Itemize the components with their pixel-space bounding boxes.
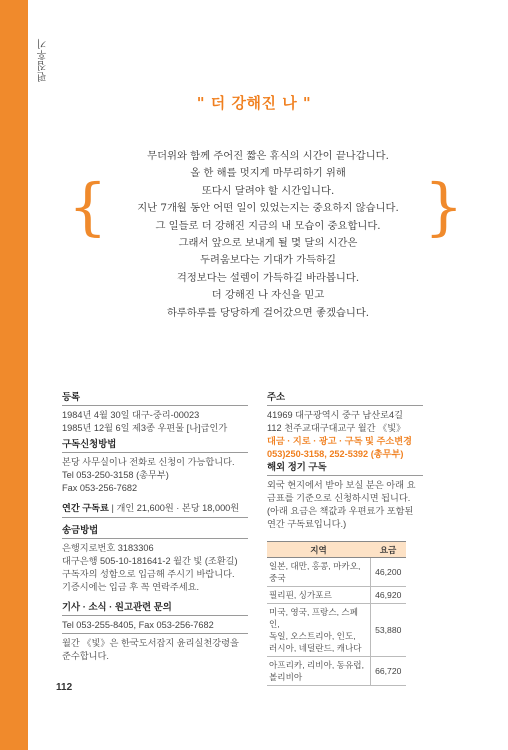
poem-line: 두려움보다는 기대가 가득하길 xyxy=(200,254,336,267)
remit-line: 은행지로번호 3183306 xyxy=(62,543,154,553)
region-line: 독일, 오스트리아, 인도, xyxy=(269,631,356,641)
table-row xyxy=(267,558,406,587)
poem xyxy=(90,148,446,322)
table-cell-region xyxy=(267,587,370,604)
remit-line: 대구은행 505-10-181641-2 월간 빛 (조환길) xyxy=(62,556,238,566)
region-line: 미국, 영국, 프랑스, 스페인, xyxy=(269,607,359,629)
address-line: 112 천주교대구대교구 월간 《빛》 xyxy=(267,423,406,433)
overseas-line: 금표를 기준으로 신청하시면 됩니다. xyxy=(267,493,411,503)
subscription-line: Fax 053-256-7682 xyxy=(62,483,138,493)
annual-fee-text: | 개인 21,600원 · 본당 18,000원 xyxy=(111,503,240,513)
poem-line: 무더위와 함께 주어진 짧은 휴식의 시간이 끝나갑니다. xyxy=(147,150,389,162)
table-header-fee: 요금 xyxy=(370,542,406,558)
annual-fee-heading: 연간 구독료 xyxy=(62,503,109,513)
ethics-section xyxy=(62,633,248,663)
poem-line: 그래서 앞으로 보내게 될 몇 달의 시간은 xyxy=(178,236,358,249)
poem-line: 또다시 달려야 할 시간입니다. xyxy=(201,184,335,197)
subscription-line: Tel 053-250-3158 (총무부) xyxy=(62,470,169,480)
contact-line: Tel 053-255-8405, Fax 053-256-7682 xyxy=(62,620,214,630)
right-brace: } xyxy=(424,170,464,243)
address-line: 41969 대구광역시 중구 남산로4길 xyxy=(267,410,403,420)
table-cell-fee: 53,880 xyxy=(370,604,406,657)
page-title: " 더 강해진 나 " xyxy=(196,94,312,112)
table-row xyxy=(267,657,406,686)
overseas-fee-table xyxy=(267,541,406,686)
annual-fee-section xyxy=(62,500,248,518)
overseas-line: (아래 요금은 책값과 우편료가 포함된 xyxy=(267,506,414,516)
overseas-line: 외국 현지에서 받아 보실 분은 아래 요 xyxy=(267,480,416,490)
poem-line: 지난 7개월 동안 어떤 일이 있었는지는 중요하지 않습니다. xyxy=(137,202,399,215)
remit-heading: 송금방법 xyxy=(62,522,248,539)
section-label: 편집후기 xyxy=(38,38,49,82)
overseas-heading: 해외 정기 구독 xyxy=(267,459,423,476)
subscription-section xyxy=(62,436,248,495)
registration-heading: 등록 xyxy=(62,389,248,406)
poem-line: 올 한 해를 멋지게 마무리하기 위해 xyxy=(190,167,346,180)
region-line: 아프리카, 리비아, 동유럽, xyxy=(269,660,364,670)
region-line: 볼리비아 xyxy=(269,672,303,682)
ethics-line: 월간 《빛》은 한국도서잡지 윤리실천강령을 xyxy=(62,638,239,648)
subscription-line: 본당 사무실이나 전화로 신청이 가능합니다. xyxy=(62,457,235,467)
table-row xyxy=(267,604,406,657)
overseas-line: 연간 구독료입니다.) xyxy=(267,519,347,529)
poem-line: 그 일들로 더 강해진 지금의 내 모습이 중요합니다. xyxy=(155,219,381,232)
table-cell-region xyxy=(267,657,370,686)
table-cell-region xyxy=(267,558,370,587)
overseas-section xyxy=(267,459,423,531)
poem-line: 더 강해진 나 자신을 믿고 xyxy=(211,289,325,302)
registration-line: 1985년 12월 6일 제3종 우편물 [나]급인가 xyxy=(62,423,228,433)
subscription-heading: 구독신청방법 xyxy=(62,436,248,453)
poem-line: 걱정보다는 설렘이 가득하길 바라봅니다. xyxy=(176,271,360,284)
remit-line: 구독자의 성함으로 입금해 주시기 바랍니다. xyxy=(62,569,235,579)
region-line: 일본, 대만, 홍콩, 마카오, 중국 xyxy=(269,561,361,583)
remit-section xyxy=(62,522,248,594)
registration-line: 1984년 4월 30일 대구-중리-00023 xyxy=(62,410,200,420)
table-cell-fee: 46,920 xyxy=(370,587,406,604)
remit-line: 기증시에는 입금 후 꼭 연락주세요. xyxy=(62,582,200,592)
left-brace: { xyxy=(68,170,108,243)
table-cell-fee: 46,200 xyxy=(370,558,406,587)
region-line: 필리핀, 싱가포르 xyxy=(269,590,332,600)
table-header-region: 지역 xyxy=(267,542,370,558)
region-line: 러시아, 네덜란드, 캐나다 xyxy=(269,643,362,653)
address-contact-line: 053)250-3158, 252-5392 (총무부) xyxy=(267,449,404,459)
registration-section xyxy=(62,389,248,435)
address-section xyxy=(267,389,423,461)
poem-line: 하루하루를 당당하게 걸어갔으면 좋겠습니다. xyxy=(166,306,370,319)
table-cell-region xyxy=(267,604,370,657)
ethics-line: 준수합니다. xyxy=(62,651,109,661)
table-row xyxy=(267,587,406,604)
contact-section xyxy=(62,599,248,632)
address-heading: 주소 xyxy=(267,389,423,406)
page-number: 112 xyxy=(56,682,73,693)
address-contact-line: 대금 · 지로 · 광고 · 구독 및 주소변경 xyxy=(267,436,412,446)
table-header-row xyxy=(267,542,406,558)
contact-heading: 기사 · 소식 · 원고관련 문의 xyxy=(62,599,248,616)
table-cell-fee: 66,720 xyxy=(370,657,406,686)
